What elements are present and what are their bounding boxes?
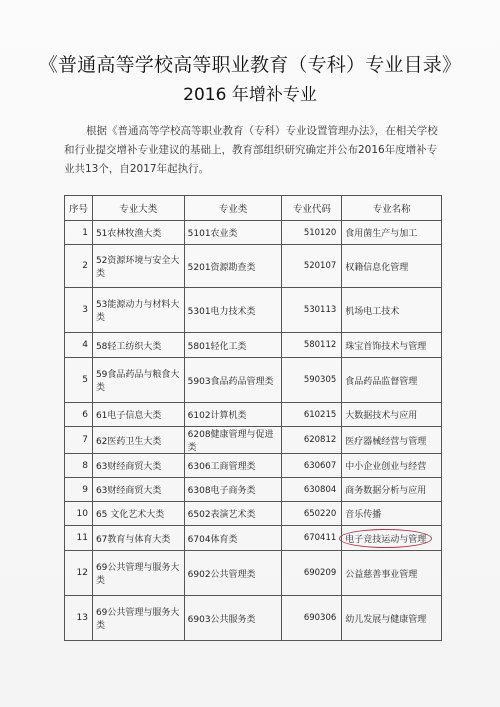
row-class: 5801轻化工类 [184,333,282,358]
row-no: 7 [65,427,93,454]
row-category: 63财经商贸大类 [92,454,184,478]
row-name: 权籍信息化管理 [342,245,442,288]
row-code: 650220 [282,502,342,526]
row-class: 6102计算机类 [184,403,282,427]
row-name: 机场电工技术 [342,288,442,333]
row-class: 5101农业类 [184,221,282,245]
row-name: 商务数据分析与应用 [342,478,442,502]
table-header-row [65,196,442,221]
header-code: 专业代码 [282,196,342,221]
row-no: 11 [65,526,93,551]
row-name: 食品药品监督管理 [342,358,442,403]
row-code: 670411 [282,526,342,551]
row-name-cell [342,526,442,551]
row-no: 5 [65,358,93,403]
row-class: 6208健康管理与促进类 [184,427,282,454]
table-row [65,596,442,641]
row-category: 67教育与体育大类 [92,526,184,551]
row-class: 6704体育类 [184,526,282,551]
row-class: 6902公共管理类 [184,551,282,596]
row-name: 中小企业创业与经营 [342,454,442,478]
row-no: 6 [65,403,93,427]
table-row [65,478,442,502]
row-no: 2 [65,245,93,288]
row-name: 医疗器械经营与管理 [342,427,442,454]
header-class: 专业类 [184,196,282,221]
row-code: 580112 [282,333,342,358]
row-class: 6502表演艺术类 [184,502,282,526]
table-row [65,221,442,245]
highlighted-major-name: 电子竞技运动与管理 [339,529,432,548]
row-category: 69公共管理与服务大类 [92,596,184,641]
table-row [65,333,442,358]
table-row [65,358,442,403]
row-code: 590305 [282,358,342,403]
row-code: 530113 [282,288,342,333]
row-category: 62医药卫生大类 [92,427,184,454]
row-no: 9 [65,478,93,502]
row-code: 630804 [282,478,342,502]
major-table [64,195,442,641]
row-name: 大数据技术与应用 [342,403,442,427]
row-class: 5903食品药品管理类 [184,358,282,403]
row-code: 510120 [282,221,342,245]
row-name: 音乐传播 [342,502,442,526]
row-no: 3 [65,288,93,333]
header-category: 专业大类 [92,196,184,221]
row-code: 630607 [282,454,342,478]
row-category: 63财经商贸大类 [92,478,184,502]
row-no: 1 [65,221,93,245]
row-category: 52资源环境与安全大类 [92,245,184,288]
row-code: 520107 [282,245,342,288]
table-row [65,526,442,551]
table-row [65,288,442,333]
row-category: 53能源动力与材料大类 [92,288,184,333]
row-no: 8 [65,454,93,478]
row-class: 6903公共服务类 [184,596,282,641]
row-no: 4 [65,333,93,358]
row-code: 690306 [282,596,342,641]
row-code: 620812 [282,427,342,454]
row-no: 13 [65,596,93,641]
row-no: 10 [65,502,93,526]
header-no: 序号 [65,196,93,221]
row-class: 6306工商管理类 [184,454,282,478]
intro-paragraph: 根据《普通高等学校高等职业教育（专科）专业设置管理办法》，在相关学校和行业提交增补专业建议的基础上，教育部组织研究确定并公布2016年度增补专业共13个，自2017年起执行。 [64,125,438,175]
row-class: 5301电力技术类 [184,288,282,333]
row-code: 610215 [282,403,342,427]
row-category: 69公共管理与服务大类 [92,551,184,596]
row-name: 食用菌生产与加工 [342,221,442,245]
document-title: 《普通高等学校高等职业教育（专科）专业目录》 [38,54,462,76]
document-subtitle: 2016 年增补专业 [183,85,317,105]
table-row [65,502,442,526]
table-row [65,245,442,288]
row-category: 65 文化艺术大类 [92,502,184,526]
row-name: 幼儿发展与健康管理 [342,596,442,641]
row-name: 公益慈善事业管理 [342,551,442,596]
table-row [65,551,442,596]
row-no: 12 [65,551,93,596]
row-class: 6308电子商务类 [184,478,282,502]
table-row [65,427,442,454]
header-name: 专业名称 [342,196,442,221]
row-category: 61电子信息大类 [92,403,184,427]
row-category: 58轻工纺织大类 [92,333,184,358]
table-row [65,403,442,427]
row-category: 51农林牧渔大类 [92,221,184,245]
table-row [65,454,442,478]
row-code: 690209 [282,551,342,596]
row-name: 珠宝首饰技术与管理 [342,333,442,358]
row-category: 59食品药品与粮食大类 [92,358,184,403]
row-class: 5201资源勘查类 [184,245,282,288]
